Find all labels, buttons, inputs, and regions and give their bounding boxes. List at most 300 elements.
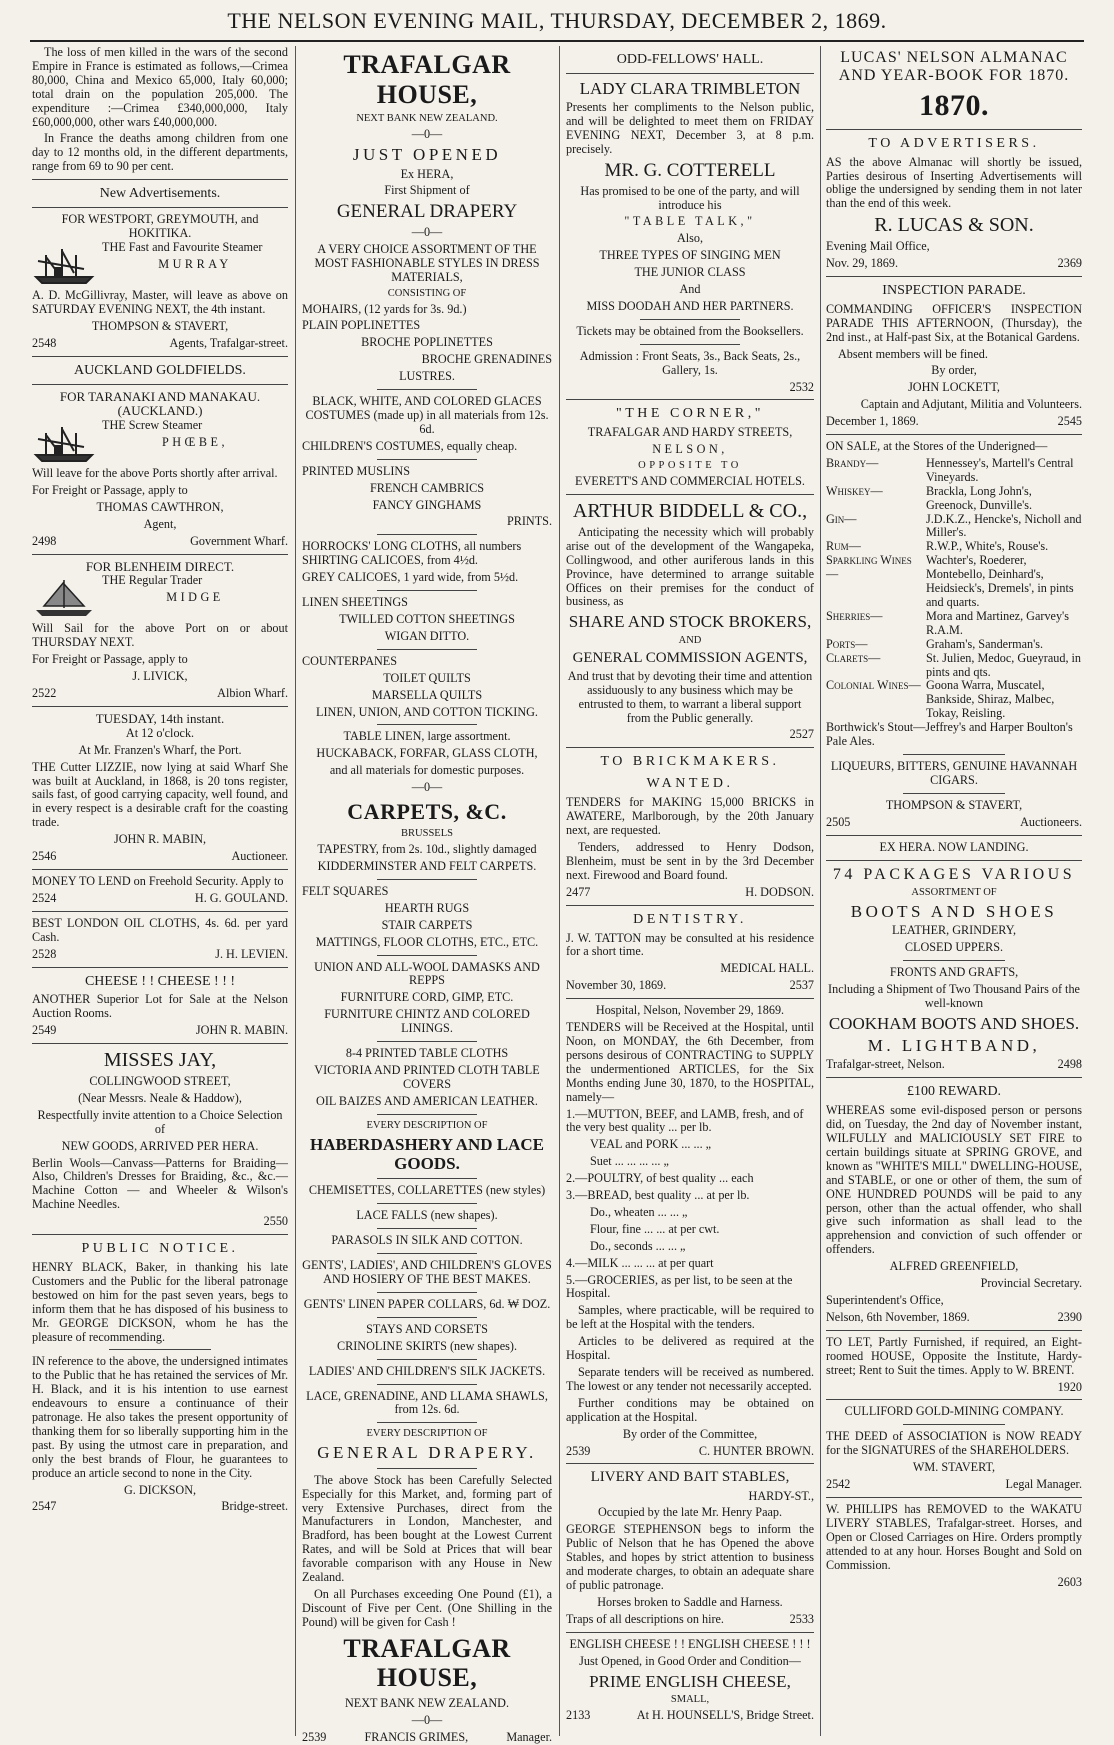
divider <box>32 554 288 555</box>
divider <box>377 1228 477 1229</box>
column-3 <box>566 46 814 1736</box>
steamer-ship-icon <box>32 243 96 287</box>
livery-heading: LIVERY AND BAIT STABLES, <box>590 1469 790 1486</box>
shipment-pairs: Including a Shipment of Two Thousand Pairs of the well-known <box>828 981 1080 1010</box>
trafalgar-subtitle-2: NEXT BANK NEW ZEALAND. <box>344 1695 510 1710</box>
midge-freight: For Freight or Passage, apply to <box>32 652 188 667</box>
lightband-street: Trafalgar-street, Nelson. <box>826 1057 945 1072</box>
divider <box>566 998 814 999</box>
hearth-rugs: HEARTH RUGS <box>384 900 470 915</box>
spirits-type: Clarets— <box>826 650 881 665</box>
spirits-row <box>826 610 1082 638</box>
livery-paap: Occupied by the late Mr. Henry Paap. <box>597 1505 783 1520</box>
the-corner: "THE CORNER," <box>616 406 764 422</box>
wigan-ditto: WIGAN DITTO. <box>384 628 470 643</box>
westport-heading: FOR WESTPORT, GREYMOUTH, and HOKITIKA. <box>61 212 259 241</box>
spirits-brands: Brackla, Long John's, Greenock, Dunville's. <box>926 483 1033 512</box>
spirits-brands: R.W.P., White's, Rouse's. <box>926 539 1049 554</box>
grimes-sign: FRANCIS GRIMES, <box>364 1729 469 1744</box>
spirits-type: Brandy— <box>826 455 879 470</box>
lizzie-body: THE Cutter LIZZIE, now lying at said Wharf She was built at Auckland, in 1868, is 20 tons register, sails fast, of good carrying capacity, well found, and in every respect is a desirable craft for the coasting trade. <box>32 759 288 830</box>
wm-stavert-sign: WM. STAVERT, <box>912 1460 996 1475</box>
cookham: COOKHAM BOOTS AND SHOES. <box>828 1013 1080 1033</box>
divider <box>826 129 1082 130</box>
corner-opposite: OPPOSITE TO <box>638 460 742 472</box>
new-advertisements-heading: New Advertisements. <box>99 186 221 202</box>
greenfield-role: Provincial Secretary. <box>980 1276 1082 1291</box>
inspection-body: COMMANDING OFFICER'S INSPECTION PARADE THIS AFTERNOON, (Thursday), the 2nd inst., at Half-past Six, at the Botanical Gardens. <box>826 301 1082 344</box>
general-drapery: GENERAL DRAPERY <box>336 201 518 223</box>
lizzie-sign: JOHN R. MABIN, <box>113 832 207 847</box>
ad-number: 2505 <box>826 814 851 829</box>
cheese-small: SMALL, <box>670 1693 710 1705</box>
column-divider <box>820 46 821 1736</box>
hospital-samples: Samples, where practicable, will be required to be left at the Hospital with the tenders. <box>566 1303 814 1332</box>
spirits-brands: Graham's, Sanderman's. <box>926 636 1044 651</box>
reward-body: WHEREAS some evil-disposed person or persons did, on Tuesday, the 2nd day of November instant, WILFULLY and MALICIOUSLY SET FIRE to certain buildings situate at SPRING GROVE, and known as "WHITE'S MILL" DWELLING-HOUSE, and STABLE, or one or other of them, the sum of ONE HUNDRED POUNDS will be paid to any person, other than the actual offender, who shall give such information as shall lead to the apprehension and conviction of such offender or offenders. <box>826 1103 1082 1257</box>
divider <box>377 1178 477 1179</box>
divider <box>377 1253 477 1254</box>
fancy-ginghams: FANCY GINGHAMS <box>372 497 482 512</box>
article-child-deaths: In France the deaths among children from one day to 12 months old, in the different departments, range from 69 to 90 per cent. <box>32 131 288 174</box>
felt-squares: FELT SQUARES <box>302 883 389 898</box>
lucas-date: Nov. 29, 1869. <box>826 255 898 270</box>
liqueurs: LIQUEURS, BITTERS, GENUINE HAVANNAH CIGARS. <box>830 758 1078 787</box>
divider <box>377 955 477 956</box>
tuesday-place: At Mr. Franzen's Wharf, the Port. <box>78 742 242 757</box>
table-covers: VICTORIA AND PRINTED CLOTH TABLE COVERS <box>314 1062 540 1091</box>
discount-notice: On all Purchases exceeding One Pound (£1), a Discount of Five per Cent. (One Shilling in the Pound) will be given for Cash ! <box>302 1586 552 1629</box>
divider <box>377 1359 477 1360</box>
lockett-sign: JOHN LOCKETT, <box>908 380 1000 395</box>
ad-number: 2539 <box>302 1729 327 1744</box>
divider <box>566 494 814 495</box>
spirits-type: Whiskey— <box>826 483 883 498</box>
ad-number: 2498 <box>1057 1057 1082 1072</box>
tatton-date: November 30, 1869. <box>566 978 667 993</box>
oil-body: BEST LONDON OIL CLOTHS, 4s. 6d. per yard Cash. <box>32 915 288 944</box>
parasols: PARASOLS IN SILK AND COTTON. <box>331 1233 523 1248</box>
divider <box>377 534 477 535</box>
divider <box>903 754 1005 755</box>
huckaback: HUCKABACK, FORFAR, GLASS CLOTH, <box>316 746 538 761</box>
divider <box>377 724 477 725</box>
lizzie-sign-role: Auctioneer. <box>231 849 288 864</box>
biddell-body: Anticipating the necessity which will probably arise out of the development of the Wangapeka, Collingwood, and other auriferous lands in this Province, have determined to arrange suitable Offices on their premises for the conduct of business, as <box>566 524 814 609</box>
tatton-body: J. W. TATTON may be consulted at his residence for a short time. <box>566 930 814 959</box>
hospital-articles: Articles to be delivered as required at the Hospital. <box>566 1334 814 1363</box>
divider <box>826 1497 1082 1498</box>
and: AND <box>678 634 702 646</box>
hospital-item: 1.—MUTTON, BEEF, and LAMB, fresh, and of the very best quality ... per lb. <box>566 1106 804 1135</box>
ticking: LINEN, UNION, AND COTTON TICKING. <box>316 704 538 719</box>
every-description: EVERY DESCRIPTION OF <box>366 1428 488 1440</box>
ad-number: 2524 <box>32 890 57 905</box>
divider <box>377 1317 477 1318</box>
column-divider <box>559 46 560 1736</box>
midge-intro: THE Regular Trader <box>102 573 203 588</box>
lady-body: Presents her compliments to the Nelson public, and will be delighted to meet them on FRIDAY EVENING NEXT, December 3, at 8 p.m. precisely. <box>566 100 814 157</box>
midge-agent-address: Albion Wharf. <box>217 686 288 701</box>
divider <box>109 1349 211 1350</box>
divider <box>377 649 477 650</box>
tickets: Tickets may be obtained from the Booksellers. <box>576 323 804 338</box>
ad-number: 2522 <box>32 686 57 701</box>
murray-name: MURRAY <box>158 256 232 271</box>
phoebe-agent-title: Agent, <box>143 516 177 531</box>
divider <box>566 399 814 400</box>
jay-street: COLLINGWOOD STREET, <box>89 1073 231 1088</box>
divider <box>377 1384 477 1385</box>
divider <box>32 1043 288 1044</box>
divider <box>566 1632 814 1633</box>
divider <box>377 1422 477 1423</box>
masthead-rule <box>30 40 1084 42</box>
lockett-date: December 1, 1869. <box>826 414 919 429</box>
article-war-losses: The loss of men killed in the wars of the second Empire in France is estimated as follows,—Crimea 80,000, China and Mexico 65,000, Italy 60,000; total drain on the population 205,000. The expenditure :—Crimea £340,000,000, Italy £60,000,000, other wars £40,000,000. <box>32 45 288 129</box>
paper-collars: GENTS' LINEN PAPER COLLARS, 6d. ₩ DOZ. <box>303 1296 551 1311</box>
consisting-of: CONSISTING OF <box>387 287 467 299</box>
by-order: By order, <box>931 363 977 378</box>
phoebe-name: PHŒBE, <box>161 435 229 450</box>
ad-number: 2527 <box>789 727 814 742</box>
linen-sheetings: LINEN SHEETINGS <box>302 595 408 610</box>
stays-corsets: STAYS AND CORSETS <box>366 1321 488 1336</box>
dickson-body: IN reference to the above, the undersigned intimates to the Public that he has retained the services of Mr. H. Black, and it is his intention to use earnest endeavours to ensure a continuance of their patronage. He also takes the present opportunity of thanking them for so liberally supporting him in the past. By using the utmost care in preparation, and only the best brands of Flour, he guarantees to produce an article second to none in the City. <box>32 1354 288 1480</box>
grey-calicoes: GREY CALICOES, 1 yard wide, from 5½d. <box>302 570 519 585</box>
greenfield-office: Superintendent's Office, <box>826 1293 944 1308</box>
dentistry-heading: DENTISTRY. <box>633 911 747 927</box>
inspection-absent: Absent members will be fined. <box>838 346 988 361</box>
divider <box>377 1468 477 1469</box>
cotterell-body: Has promised to be one of the party, and will introduce his <box>580 183 800 212</box>
hospital-item: 4.—MILK ... ... ... at per quart <box>566 1255 714 1270</box>
mohairs: MOHAIRS, (12 yards for 3s. 9d.) <box>302 301 467 316</box>
haberdashery-heading: HABERDASHERY AND LACE GOODS. <box>310 1134 544 1174</box>
lady-clara: LADY CLARA TRIMBLETON <box>579 78 801 98</box>
spirits-row <box>826 652 1082 680</box>
oil-sign: J. H. LEVIEN. <box>215 946 288 961</box>
junior-class: THE JUNIOR CLASS <box>634 265 746 280</box>
spirits-row <box>826 679 1082 721</box>
midge-name: MIDGE <box>166 590 224 605</box>
livery-street: HARDY-ST., <box>748 1488 814 1503</box>
spirits-type: Colonial Wines— <box>826 678 921 693</box>
plain-poplinettes: PLAIN POPLINETTES <box>302 318 421 333</box>
divider <box>32 869 288 870</box>
spirits-type: Gin— <box>826 511 857 526</box>
spirits-row <box>826 554 1082 610</box>
commission-agents: GENERAL COMMISSION AGENTS, <box>572 649 808 666</box>
furniture-cord: FURNITURE CORD, GIMP, ETC. <box>340 990 514 1005</box>
packages-heading: 74 PACKAGES VARIOUS <box>832 865 1076 883</box>
cheese-body: ANOTHER Superior Lot for Sale at the Nelson Auction Rooms. <box>32 992 288 1021</box>
spirits-brands: Mora and Martinez, Garvey's R.A.M. <box>926 608 1069 637</box>
cotterell: MR. G. COTTERELL <box>604 159 776 181</box>
blenheim-heading: FOR BLENHEIM DIRECT. <box>85 558 235 574</box>
ad-number: 2528 <box>32 946 57 961</box>
ad-number: 2539 <box>566 1443 591 1458</box>
divider <box>903 1424 1005 1425</box>
kidderminster: KIDDERMINSTER AND FELT CARPETS. <box>317 858 537 873</box>
hospital-item: Do., wheaten ... ... „ <box>590 1204 688 1219</box>
trafalgar-subtitle: NEXT BANK NEW ZEALAND. <box>356 113 498 125</box>
divider <box>32 1234 288 1235</box>
table-talk: "TABLE TALK," <box>624 214 756 229</box>
gloves-hosiery: GENTS', LADIES', AND CHILDREN'S GLOVES AND HOSIERY OF THE BEST MAKES. <box>302 1258 552 1287</box>
divider <box>377 1203 477 1204</box>
boots-shoes: BOOTS AND SHOES <box>850 901 1058 921</box>
phoebe-body: Will leave for the above Ports shortly after arrival. <box>32 466 278 481</box>
ad-number: 2498 <box>32 533 57 548</box>
almanac-title: LUCAS' NELSON ALMANAC AND YEAR-BOOK FOR 1870. <box>838 49 1070 85</box>
spirits-row <box>826 638 1082 652</box>
divider <box>826 276 1082 277</box>
trafalgar-title: TRAFALGAR HOUSE, <box>343 50 511 109</box>
ad-number: 2542 <box>826 1477 851 1492</box>
almanac-year: 1870. <box>919 89 989 123</box>
lucas-sign: R. LUCAS & SON. <box>874 214 1034 237</box>
share-brokers: SHARE AND STOCK BROKERS, <box>568 612 812 632</box>
spirits-brands: Hennessey's, Martell's Central Vineyards. <box>926 455 1074 484</box>
domestic-purposes: and all materials for domestic purposes. <box>329 763 525 778</box>
assortment-of: ASSORTMENT OF <box>911 886 997 898</box>
divider <box>32 207 288 208</box>
ad-number: 2549 <box>32 1023 57 1038</box>
hospital-further: Further conditions may be obtained on application at the Hospital. <box>566 1395 814 1424</box>
hospital-item: 5.—GROCERIES, as per list, to be seen at the Hospital. <box>566 1272 793 1301</box>
divider <box>32 911 288 912</box>
ad-number: 2537 <box>789 978 814 993</box>
hospital-separate: Separate tenders will be received as numbered. The lowest or any tender not necessarily accepted. <box>566 1365 814 1393</box>
tuesday-heading: TUESDAY, 14th instant. <box>95 711 225 726</box>
lustres: LUSTRES. <box>399 369 455 384</box>
separator: —0— <box>411 780 443 795</box>
divider <box>566 747 814 748</box>
ad-number: 2547 <box>32 1499 57 1514</box>
column-1 <box>32 46 288 1736</box>
ad-number: 2603 <box>1057 1574 1082 1589</box>
lightband: M. LIGHTBAND, <box>867 1036 1041 1055</box>
ad-number: 2545 <box>1057 414 1082 429</box>
table-linen: TABLE LINEN, large assortment. <box>343 729 511 744</box>
divider <box>826 835 1082 836</box>
shawls: LACE, GRENADINE, AND LLAMA SHAWLS, from 12s. 6d. <box>306 1388 548 1417</box>
murray-agent: THOMPSON & STAVERT, <box>91 318 229 333</box>
leather-grindery: LEATHER, GRINDERY, <box>891 923 1017 938</box>
ad-number: 2550 <box>263 1214 288 1229</box>
horses-broken: Horses broken to Saddle and Harness. <box>597 1594 783 1609</box>
stephenson-body: GEORGE STEPHENSON begs to inform the Public of Nelson that he has Opened the above Stables, and hopes by strict attention to business and moderate charges, to obtain an adequate share of public patronage. <box>566 1522 814 1592</box>
divider <box>377 459 477 460</box>
advertisers-heading: TO ADVERTISERS. <box>868 135 1040 151</box>
divider <box>377 1292 477 1293</box>
printed-muslins: PRINTED MUSLINS <box>302 463 411 478</box>
divider <box>377 389 477 390</box>
divider <box>377 1041 477 1042</box>
biddell-heading: ARTHUR BIDDELL & CO., <box>572 500 808 523</box>
divider <box>377 590 477 591</box>
divider <box>377 1114 477 1115</box>
ad-number: 2133 <box>566 1707 591 1722</box>
ex-hera: Ex HERA, <box>400 166 454 181</box>
phoebe-agent-address: Government Wharf. <box>190 533 288 548</box>
ex-hera-landing: EX HERA. NOW LANDING. <box>879 839 1029 854</box>
column-divider <box>295 46 296 1736</box>
divider <box>32 179 288 180</box>
jay-list: Berlin Wools—Canvass—Patterns for Braiding—Also, Children's Dresses for Braiding, &c., &c.—Machine Cotton — and Wheeler & Wilson's Machine Needles. <box>32 1155 288 1212</box>
fronts-grafts: FRONTS AND GRAFTS, <box>889 964 1019 979</box>
reward-heading: £100 REWARD. <box>906 1084 1002 1100</box>
wm-stavert-role: Legal Manager. <box>1005 1477 1082 1492</box>
oddfellows-heading: ODD-FELLOWS' HALL. <box>616 52 764 67</box>
taranaki-heading: FOR TARANAKI AND MANAKAU. (AUCKLAND.) <box>59 388 261 419</box>
spirits-row <box>826 485 1082 513</box>
phillips-body: W. PHILLIPS has REMOVED to the WAKATU LIVERY STABLES, Trafalgar-street. Horses, and Open or Closed Carriages on Hire. Orders promptly attended to at any hour. Horses Bought and Sold on Commission. <box>826 1501 1082 1572</box>
hounsell: At H. HOUNSELL'S, Bridge Street. <box>636 1707 814 1722</box>
stout-ales: Borthwick's Stout—Jeffrey's and Harper Boulton's Pale Ales. <box>826 720 1073 749</box>
lace-falls: LACE FALLS (new shapes). <box>356 1208 498 1223</box>
biddell-trust: And trust that by devoting their time and attention assiduously to any business which may be entrusted to them, to warrant a liberal support from the Public generally. <box>567 668 813 725</box>
oil-baizes: OIL BAIZES AND AMERICAN LEATHER. <box>316 1093 538 1108</box>
toilet-quilts: TOILET QUILTS <box>383 670 471 685</box>
counterpanes: COUNTERPANES <box>302 653 398 668</box>
brussels: BRUSSELS <box>401 828 453 840</box>
lockett-role: Captain and Adjutant, Militia and Volunteers. <box>860 397 1082 412</box>
stavert-sign: THOMPSON & STAVERT, <box>885 797 1023 812</box>
three-types: THREE TYPES OF SINGING MEN <box>599 248 781 263</box>
divider <box>640 319 739 320</box>
divider <box>32 967 288 968</box>
cheese-just-opened: Just Opened, in Good Order and Condition— <box>579 1653 801 1668</box>
twilled-sheetings: TWILLED COTTON SHEETINGS <box>339 611 515 626</box>
jay-goods: NEW GOODS, ARRIVED PER HERA. <box>61 1138 259 1153</box>
choice-assortment: A VERY CHOICE ASSORTMENT OF THE MOST FASHIONABLE STYLES IN DRESS MATERIALS, <box>314 241 540 284</box>
also: Also, <box>676 231 704 246</box>
divider <box>826 434 1082 435</box>
corner-hotels: EVERETT'S AND COMMERCIAL HOTELS. <box>575 474 805 489</box>
divider <box>32 356 288 357</box>
spirits-brands: J.D.K.Z., Hencke's, Nicholl and Miller's. <box>926 511 1082 540</box>
divider <box>32 706 288 707</box>
every-description: EVERY DESCRIPTION OF <box>366 1119 488 1131</box>
spirits-row <box>826 513 1082 541</box>
hospital-date: Hospital, Nelson, November 29, 1869. <box>595 1003 785 1018</box>
ad-number: 2390 <box>1057 1309 1082 1324</box>
hospital-committee: By order of the Committee, <box>622 1426 758 1441</box>
bricks-address: Tenders, addressed to Henry Dodson, Blenheim, must be sent in by the 3rd December next. Firewood and Board found. <box>566 839 814 882</box>
separator: —0— <box>411 224 443 239</box>
ad-number: 2369 <box>1057 255 1082 270</box>
steamer-ship-icon <box>32 421 96 465</box>
dodson-sign: H. DODSON. <box>745 884 814 899</box>
money-sign: H. G. GOULAND. <box>194 890 288 905</box>
jay-near: (Near Messrs. Neale & Haddow), <box>78 1090 242 1105</box>
hospital-item: Do., seconds ... ... „ <box>590 1238 686 1253</box>
french-cambrics: FRENCH CAMBRICS <box>369 480 485 495</box>
column-4 <box>826 46 1082 1736</box>
phoebe-freight: For Freight or Passage, apply to <box>32 483 188 498</box>
bricks-tender: TENDERS for MAKING 15,000 BRICKS in AWATERE, Marlborough, by the 20th January next, are requested. <box>566 795 814 838</box>
ad-number: 2533 <box>789 1611 814 1626</box>
divider <box>826 1399 1082 1400</box>
prints: PRINTS. <box>506 514 552 529</box>
hospital-item: 2.—POULTRY, of best quality ... each <box>566 1171 754 1186</box>
to-let-body: TO LET, Partly Furnished, if required, an Eight-roomed HOUSE, Opposite the Institute, Hardy-street; Rent to Suit the times. Apply to W. BRENT. <box>826 1334 1082 1377</box>
divider <box>640 344 739 345</box>
and: And <box>679 282 701 297</box>
hospital-tender: TENDERS will be Received at the Hospital, until Noon, on MONDAY, the 6th December, from persons desirous of CONTRACTING to SUPPLY the undermentioned ARTICLES, for the Six Months ending June 30, 1870, to the HOSPITAL, namely— <box>566 1020 814 1104</box>
silk-jackets: LADIES' AND CHILDREN'S SILK JACKETS. <box>308 1363 546 1378</box>
trafalgar-title-2: TRAFALGAR HOUSE, <box>343 1633 511 1693</box>
divider <box>377 879 477 880</box>
separator: —0— <box>411 1712 443 1727</box>
deed-body: THE DEED of ASSOCIATION is NOW READY for the SIGNATURES of the SHAREHOLDERS. <box>826 1429 1082 1458</box>
divider <box>826 1330 1082 1331</box>
separator: —0— <box>411 127 443 142</box>
divider <box>566 73 814 74</box>
divider <box>826 860 1082 861</box>
divider <box>32 384 288 385</box>
inspection-heading: INSPECTION PARADE. <box>882 282 1026 298</box>
money-body: MONEY TO LEND on Freehold Security. Apply to <box>32 873 284 888</box>
glaces-costumes: BLACK, WHITE, AND COLORED GLACES COSTUMES (made up) in all materials from 12s. 6d. <box>305 394 549 436</box>
corner-streets: TRAFALGAR AND HARDY STREETS, <box>587 425 793 440</box>
divider <box>903 793 1005 794</box>
stair-carpets: STAIR CARPETS <box>381 917 473 932</box>
horrocks: HORROCKS' LONG CLOTHS, all numbers SHIRTING CALICOES, from 4½d. <box>302 539 522 568</box>
cheese-sign: JOHN R. MABIN. <box>195 1023 288 1038</box>
ad-number: 1920 <box>1057 1379 1082 1394</box>
public-notice-heading: PUBLIC NOTICE. <box>81 1241 239 1257</box>
auckland-goldfields-heading: AUCKLAND GOLDFIELDS. <box>74 362 246 378</box>
medical-hall: MEDICAL HALL. <box>720 961 814 976</box>
tapestry: TAPESTRY, from 2s. 10d., slightly damaged <box>317 842 537 857</box>
spirits-brands: St. Julien, Medoc, Gueyraud, in pints and qts. <box>926 650 1082 679</box>
grimes-role: Manager. <box>506 1729 552 1744</box>
ad-number: 2477 <box>566 884 591 899</box>
midge-body: Will Sail for the above Port on or about THURSDAY NEXT. <box>32 621 288 650</box>
first-shipment: First Shipment of <box>384 183 470 198</box>
spirits-brands: Goona Warra, Muscatel, Bankside, Shiraz, Malbec, Tokay, Reisling. <box>926 678 1055 721</box>
ad-number: 2546 <box>32 849 57 864</box>
phoebe-agent: THOMAS CAWTHRON, <box>96 499 224 514</box>
almanac-body: AS the above Almanac will shortly be issued, Parties desirous of Inserting Advertisements will oblige the undersigned by sending them in not later than the end of this week. <box>826 154 1082 211</box>
on-sale-intro: ON SALE, at the Stores of the Underigned— <box>826 439 1048 454</box>
hospital-item: Suet ... ... ... ... „ <box>590 1154 669 1169</box>
spirits-type: Ports— <box>826 636 868 651</box>
closed-uppers: CLOSED UPPERS. <box>904 940 1004 954</box>
broche-grenadines: BROCHE GRENADINES <box>421 352 552 367</box>
black-body: HENRY BLACK, Baker, in thanking his late Customers and the Public for the liberal patronage bestowed on him for the past seven years, begs to inform them that he has disposed of his business to Mr. GEORGE DICKSON, whom he has the pleasure of recommending. <box>32 1259 288 1344</box>
column-2 <box>302 46 552 1744</box>
dickson-street: Bridge-street. <box>221 1499 288 1514</box>
chemisettes: CHEMISETTES, COLLARETTES (new styles) <box>308 1183 546 1198</box>
table-cloths: 8-4 PRINTED TABLE CLOTHS <box>345 1046 509 1061</box>
miss-doodah: MISS DOODAH AND HER PARTNERS. <box>586 298 794 313</box>
jay-invite: Respectfully invite attention to a Choice Selection of <box>37 1107 283 1136</box>
spirits-type: Rum— <box>826 539 861 554</box>
midge-agent: J. LIVICK, <box>132 669 188 684</box>
spirits-row <box>826 540 1082 554</box>
spirits-brands: Wachter's, Roederer, Montebello, Deinhard's, Heidsieck's, Dremels', in pints and quarts. <box>926 553 1074 610</box>
marsella-quilts: MARSELLA QUILTS <box>371 687 483 702</box>
greenfield-sign: ALFRED GREENFIELD, <box>889 1259 1019 1274</box>
jay-heading: MISSES JAY, <box>103 1049 217 1072</box>
divider <box>903 960 1005 961</box>
broche-poplinettes: BROCHE POPLINETTES <box>361 335 493 350</box>
wanted-heading: WANTED. <box>646 776 734 792</box>
